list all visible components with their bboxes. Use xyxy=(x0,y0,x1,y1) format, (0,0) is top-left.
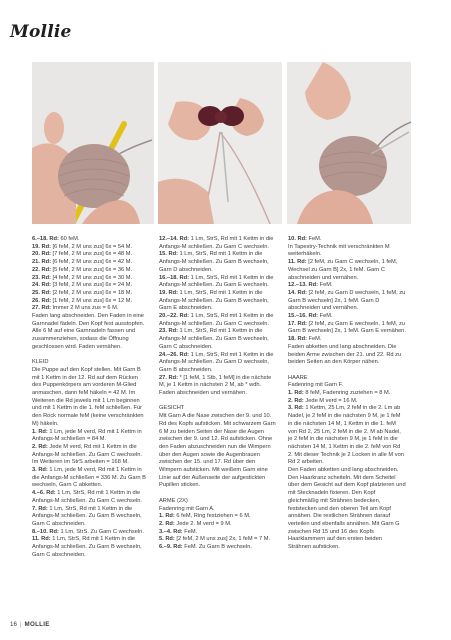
instruction-row xyxy=(288,290,406,313)
row-text: 1 Lm, StrS, Rd mit 1 Kettm in die Anfangs-M schließen. Zu Garn E wechseln. xyxy=(159,274,274,289)
row-text: Den Faden abketten und lang abschneiden. Den Haarkranz scheiteln. Mit dem Scheitel über dem Gesicht auf dem Kopf platzieren und mit Stecknadeln fixieren. Den Kopf gleichmäßig mit Strähnen bedecken, feststecken und den oberen Teil am Kopf annähen. Die restlichen Strähnen darauf verteilen und ebenfalls annähen. Mit Garn G zwischen Rd 15 und 16 des Kopfs Haarklammern auf den ersten beiden Strähnen aufsticken. xyxy=(288,467,406,551)
row-text: [7 feM, 2 M uns zus] 6x = 48 M. xyxy=(50,251,133,258)
instruction-row xyxy=(159,313,277,328)
row-label: 14. Rd: xyxy=(288,289,307,296)
instruction-row xyxy=(159,536,277,544)
section-heading: KLEID xyxy=(32,359,49,366)
row-label: 16.–18. Rd: xyxy=(159,274,190,281)
row-label: 18. Rd: xyxy=(288,336,307,343)
row-text: [2 feM, zu Garn C wechseln, 1 feM, Wechsel zu Garn B] 2x, 1 feM. Garn C abschneiden und vernähen. xyxy=(288,259,398,281)
row-label: 8.–10. Rd: xyxy=(32,528,59,535)
row-label: 15. Rd: xyxy=(159,251,178,258)
instruction-row xyxy=(288,336,406,344)
row-text: [4 feM, 2 M uns zus] 6x = 30 M. xyxy=(50,274,133,281)
instruction-row xyxy=(159,521,277,529)
magazine-logo: Mollie xyxy=(10,22,72,42)
instruction-paragraph xyxy=(32,367,148,429)
instruction-row xyxy=(159,529,277,537)
row-label: 11. Rd: xyxy=(32,536,51,543)
text-column-2 xyxy=(159,236,277,552)
row-label: 25. Rd: xyxy=(32,289,51,296)
instruction-row xyxy=(32,506,148,529)
instruction-paragraph xyxy=(288,244,406,259)
row-text: Faden abketten und lang abschneiden. Die beiden Arme zwischen der 21. und 22. Rd zu beiden Seiten an den Körper nähen. xyxy=(288,343,402,366)
instruction-row xyxy=(288,236,406,244)
section-heading: GESICHT xyxy=(159,405,185,412)
footer-separator: | xyxy=(19,621,22,628)
row-label: 24.–26. Rd: xyxy=(159,351,190,358)
instruction-row xyxy=(288,259,406,282)
instruction-paragraph xyxy=(288,344,406,367)
row-text: [5 feM, 2 M uns zus] 6x = 36 M. xyxy=(50,266,133,273)
row-text: 1 Lm, StrS, Rd mit 1 Kettm in die Anfangs-M schließen. Zu Garn B wechseln, Garn E abschneiden. xyxy=(159,289,269,312)
text-column-1 xyxy=(32,236,148,560)
row-text: 1 Kettm, 25 Lm, 2 feM in die 2. Lm ab Nadel, je 2 feM in die nächsten 9 M, je 1 feM in die nächsten 14 M, 1 Kettm in die 1. feM von Rd 2, 25 Lm, 2 feM in die 2. M ab Nadel, je 2 feM in die nächsten 9 M, je 1 feM in die nächsten 14 M, 1 Kettm in die 2. feM von Rd 2. Mit dieser Technik je 2 Locken in alle M von Rd 2 arbeiten. xyxy=(288,405,404,466)
row-label: 27. Rd: xyxy=(159,374,178,381)
row-label: 21. Rd: xyxy=(32,259,51,266)
row-label: 3. Rd: xyxy=(288,405,304,412)
row-text: Jede 2. M verd = 9 M. xyxy=(174,520,232,527)
instruction-paragraph xyxy=(159,413,277,490)
row-text: Jede M verd = 16 M. xyxy=(303,397,358,404)
row-label: 24. Rd: xyxy=(32,282,51,289)
photo-crochet-head-with-hook xyxy=(32,62,154,224)
row-label: 15.–16. Rd: xyxy=(288,313,319,320)
row-label: 2. Rd: xyxy=(32,443,48,450)
row-text: [3 feM, 2 M uns zus] 6x = 24 M. xyxy=(50,282,133,289)
instruction-row xyxy=(32,429,148,444)
row-label: 1. Rd: xyxy=(288,390,304,397)
instruction-row xyxy=(32,444,148,467)
row-text: 1 Lm, StrS, Rd mit 1 Kettm in die Anfangs-M schließen. Zu Garn B wechseln, Garn C abschneiden. xyxy=(159,328,269,350)
row-label: 1. Rd: xyxy=(159,513,175,520)
row-label: 11. Rd: xyxy=(288,259,307,266)
row-label: 20. Rd: xyxy=(32,251,51,258)
row-text: FeM. xyxy=(318,282,333,289)
section-heading: HAARE xyxy=(288,374,308,381)
row-label: 23. Rd: xyxy=(159,328,178,335)
row-text: Faden lang abschneiden. Den Faden in eine Garnnadel fädeln. Den Kopf fest ausstopfen. Alle 6 M auf eine Garnnadeln fassen und zusammenziehen, sodass die Öffnung geschlossen wird. Faden vernähen. xyxy=(32,313,145,350)
row-text: 1 Lm, StrS. Zu Garn C wechseln. xyxy=(58,528,144,535)
row-text: FeM. Zu Garn B wechseln. xyxy=(182,544,252,551)
row-text: [6 feM, 2 M uns zus] 6x = 54 M. xyxy=(50,243,133,250)
instruction-row xyxy=(32,305,148,313)
text-column-3 xyxy=(288,236,406,552)
row-text: 1 Lm, StrS, Rd mit 1 Kettm in die Anfangs-M schließen. Zu Garn B wechseln, Garn C abschneiden. xyxy=(32,536,142,558)
row-text: Fadenring mit Garn F. xyxy=(288,382,343,389)
page-footer xyxy=(10,621,50,628)
row-label: 2. Rd: xyxy=(159,520,175,527)
row-text: Immer 2 M uns zus = 6 M. xyxy=(50,305,119,312)
row-text: 8 feM, Fadenring zuziehen = 8 M. xyxy=(303,390,391,397)
row-text: In Tapestry-Technik mit verschränkten M weiterhäkeln. xyxy=(288,243,390,258)
instruction-row xyxy=(32,467,148,490)
row-label: 6.–9. Rd: xyxy=(159,544,183,551)
row-label: 1. Rd: xyxy=(32,428,48,435)
instruction-row xyxy=(159,275,277,290)
instruction-row xyxy=(32,490,148,505)
instruction-row xyxy=(32,298,148,306)
page-number: 16 xyxy=(10,621,17,628)
instruction-row xyxy=(159,352,277,375)
row-text: 6 feM, Ring festziehen = 6 M. xyxy=(174,513,251,520)
instruction-row xyxy=(32,259,148,267)
row-text: Fadenring mit Garn A. xyxy=(159,505,215,512)
row-text: [1 feM, 2 M uns zus] 6x = 12 M. xyxy=(50,297,133,304)
row-text: Die Puppe auf den Kopf stellen. Mit Garn B mit 1 Kettm in der 12. Rd auf dem Rücken des Puppenkörpers am vorderen M-Glied anmaschen, dann feM häkeln = 42 M. Im Weiteren die Rd jeweils mit 1 Lm beginnen und mit 1 Kettm in die 1. feM schließen. Für den Rock normale feM (keine verschränkten M) häkeln. xyxy=(32,366,144,427)
instruction-row xyxy=(159,251,277,274)
row-label: 12.–13. Rd: xyxy=(288,282,319,289)
instruction-row xyxy=(32,275,148,283)
row-label: 10. Rd: xyxy=(288,236,307,242)
instruction-row xyxy=(159,375,277,398)
instruction-row xyxy=(32,267,148,275)
instruction-row xyxy=(32,529,148,537)
row-text: 1 Lm, StrS, Rd mit 1 Kettm in die Anfangs-M schließen. Zu Garn B wechseln, Garn D abschneiden. xyxy=(159,251,269,273)
instruction-row xyxy=(32,282,148,290)
row-label: 3. Rd: xyxy=(32,467,48,474)
row-text: [2 feM, 2 M uns zus] 6x = 18 M. xyxy=(50,289,133,296)
row-label: 23. Rd: xyxy=(32,274,51,281)
row-text: Jede M verd, Rd mit 1 Kettm in die Anfangs-M schließen. Zu Garn C wechseln. Im Weiteren im StrS arbeiten = 168 M. xyxy=(32,443,143,466)
instruction-row xyxy=(159,544,277,552)
row-label: 2. Rd: xyxy=(288,397,304,404)
instruction-row xyxy=(159,513,277,521)
row-text: 60 feM. xyxy=(58,236,80,242)
row-label: 27. Rd: xyxy=(32,305,51,312)
row-text: [2 feM, zu Garn D wechseln, 1 feM, zu Garn B wechseln] 2x, 1 feM. Garn D abschneiden und vernähen. xyxy=(288,289,406,312)
instruction-row xyxy=(159,290,277,313)
row-text: [2 feM, 2 M uns zus] 2x, 1 feM = 7 M. xyxy=(174,536,271,543)
row-text: Mit Garn A die Nase zwischen der 9. und 10. Rd des Kopfs aufsticken. Mit schwarzem Garn 6 M zu beiden Seiten der Nase die Augen zwischen der 9. und 12. Rd aufsticken. Ohne den Faden abzuschneiden nun die Wimpern über den Augen sowie die Augenbrauen zwischen der 15. und 17. Rd über den Wimpern aufsticken. Mit weißem Garn eine Linie auf der Außenseite der aufgestickten Pupillen sticken. xyxy=(159,413,276,489)
instruction-paragraph xyxy=(288,382,406,390)
instruction-row xyxy=(159,328,277,351)
row-text: 1 Lm, StrS, Rd mit 1 Kettm in die Anfangs-M schließen. Zu Garn D wechseln, Garn B abschneiden. xyxy=(159,351,274,373)
row-label: 19. Rd: xyxy=(159,289,178,296)
row-text: FeM. xyxy=(182,528,198,535)
row-text: 1 Lm, jede M verd, Rd mit 1 Kettm in die Anfangs-M schließen = 336 M. Zu Garn B wechseln, Garn C abketten. xyxy=(32,467,146,489)
row-text: FeM. xyxy=(318,313,333,320)
row-label: 22. Rd: xyxy=(32,266,51,273)
section-heading: ARME (2X) xyxy=(159,497,188,504)
instruction-row xyxy=(32,251,148,259)
row-text: [2 feM, zu Garn E wechseln, 1 feM, zu Garn B wechseln] 2x, 1 feM. Garn E vernähen. xyxy=(288,320,406,335)
row-label: 17. Rd: xyxy=(288,320,307,327)
row-label: 19. Rd: xyxy=(32,243,51,250)
instruction-paragraph xyxy=(288,467,406,552)
photo-crochet-bow xyxy=(158,62,282,224)
instruction-row xyxy=(288,313,406,321)
instruction-row xyxy=(288,390,406,398)
row-label: 7. Rd: xyxy=(32,505,48,512)
row-text: FeM. xyxy=(306,336,322,343)
instruction-paragraph xyxy=(32,313,148,352)
row-label: 26. Rd: xyxy=(32,297,51,304)
row-label: 20.–22. Rd: xyxy=(159,313,190,320)
row-label: 12.–14. Rd: xyxy=(159,236,190,242)
instruction-row xyxy=(32,236,148,244)
row-text: 1 Lm, jede M verd, Rd mit 1 Kettm in Anfangs-M schließen = 84 M. xyxy=(32,428,142,443)
instruction-row xyxy=(32,536,148,559)
instruction-row xyxy=(159,236,277,251)
instruction-row xyxy=(32,290,148,298)
row-text: * [1 feM, 1 Stb, 1 feM] in die nächste M, je 1 Kettm in nächsten 2 M, ab * wdh. Faden abschneiden und vernähen. xyxy=(159,374,272,397)
row-text: 1 Lm, StrS, Rd mit 1 Kettm in die Anfangs-M schließen. Zu Garn C wechseln. xyxy=(32,490,143,504)
row-text: 1 Lm, StrS, Rd mit 1 Kettm in die Anfangs-M schließen. Zu Garn C wechseln. xyxy=(159,236,274,250)
instruction-paragraph xyxy=(159,506,277,514)
row-text: FeM. xyxy=(306,236,322,242)
instruction-row xyxy=(32,244,148,252)
row-text: [6 feM, 2 M uns zus] 6x = 42 M. xyxy=(50,259,133,266)
instruction-row xyxy=(288,282,406,290)
row-text: 1 Lm, StrS, Rd mit 1 Kettm in die Anfangs-M schließen. Zu Garn C wechseln. xyxy=(159,313,274,327)
footer-magazine-name: MOLLIE xyxy=(24,621,50,628)
row-label: 4.–6. Rd: xyxy=(32,490,56,497)
row-label: 6.–18. Rd: xyxy=(32,236,59,242)
row-label: 5. Rd: xyxy=(159,536,175,543)
instruction-row xyxy=(288,398,406,406)
row-label: 3.–4. Rd: xyxy=(159,528,183,535)
photo-crochet-piece-with-needle xyxy=(287,62,411,224)
instruction-row xyxy=(288,405,406,467)
row-text: 1 Lm, StrS, Rd mit 1 Kettm in die Anfangs-M schließen. Zu Garn B wechseln, Garn C abschneiden. xyxy=(32,505,142,527)
instruction-row xyxy=(288,321,406,336)
